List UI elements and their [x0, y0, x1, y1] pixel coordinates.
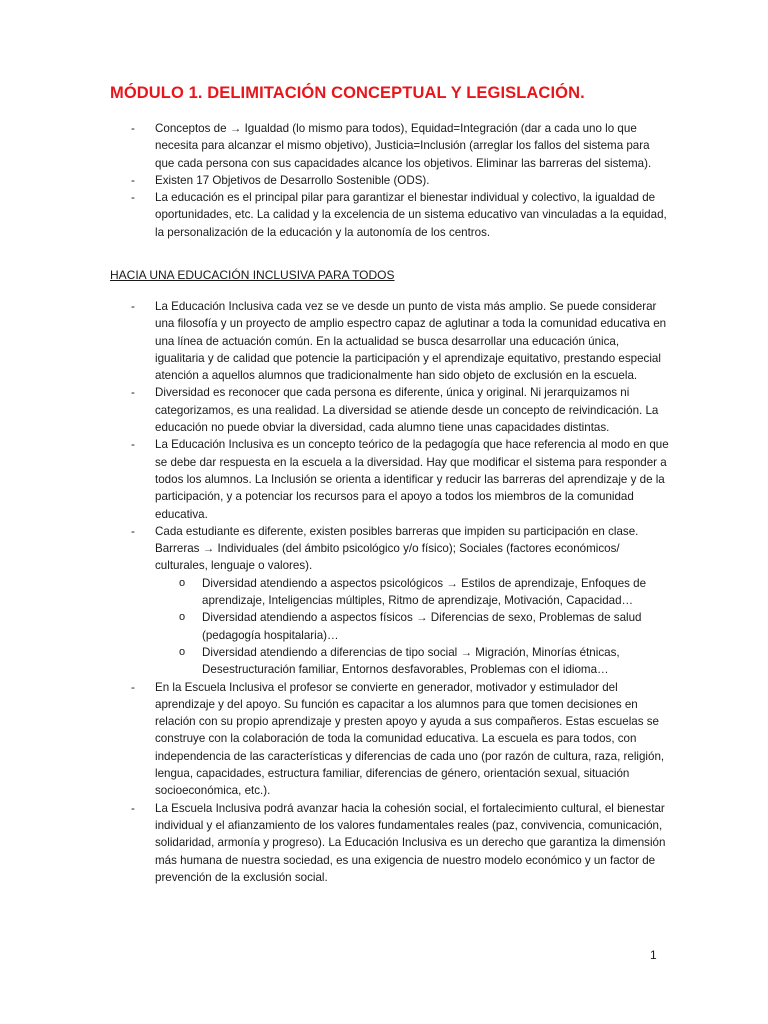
intro-list: [110, 120, 670, 241]
dash-bullet: -: [131, 386, 135, 400]
list-item: [110, 120, 670, 172]
list-item-text: Cada estudiante es diferente, existen posibles barreras que impiden su participación en clase. Barreras → Individuales (del ámbito psicológico y/o físico); Sociales (factores económicos/ culturales, lenguaje o valores).: [155, 524, 639, 573]
section-list: [110, 298, 670, 886]
list-item-text: La Educación Inclusiva cada vez se ve desde un punto de vista más amplio. Se puede considerar una filosofía y un proyecto de amplio espectro capaz de aglutinar a toda la comunidad educativa en una línea de actuación común. En la actualidad se busca desarrollar una educación única, igualitaria y de calidad que potencie la participación y el aprendizaje equitativo, prestando especial atención a aquellos alumnos que tradicionalmente han sido objeto de exclusión en la escuela.: [155, 300, 667, 383]
sub-list-item-text: Diversidad atendiendo a aspectos psicológicos → Estilos de aprendizaje, Enfoques de aprendizaje, Inteligencias múltiples, Ritmo de aprendizaje, Motivación, Capacidad…: [202, 576, 647, 608]
dash-bullet: -: [131, 173, 135, 187]
list-item: [110, 800, 670, 886]
dash-bullet: -: [131, 680, 135, 694]
dash-bullet: -: [131, 300, 135, 313]
circle-bullet: o: [179, 611, 186, 624]
circle-bullet: o: [179, 645, 186, 658]
list-item-text: En la Escuela Inclusiva el profesor se convierte en generador, motivador y estimulador del aprendizaje y del apoyo. Su función es capacitar a los alumnos para que tomen decisiones en relación con su propio aprendizaje y presten apoyo y ayuda a sus compañeros. Estas escuelas se construye con la colaboración de toda la comunidad educativa. La escuela es para todos, con independencia de las características y diferencias de cada uno (por razón de cultura, raza, religión, lengua, capacidades, estructura familiar, diferencias de género, orientación sexual, situación socioeconómica, etc.).: [155, 680, 665, 798]
circle-bullet: o: [179, 576, 186, 589]
list-item: [110, 436, 670, 522]
list-item: [110, 384, 670, 436]
list-item-text: Conceptos de → Igualdad (lo mismo para todos), Equidad=Integración (dar a cada uno lo que necesita para alcanzar el mismo objetivo), Justicia=Inclusión (arreglar los fallos del sistema para que cada persona con sus capacidades alcance los objetivos. Eliminar las barreras del sistema).: [155, 122, 652, 170]
list-item-text: La Educación Inclusiva es un concepto teórico de la pedagogía que hace referencia al modo en que se debe dar respuesta en la escuela a la diversidad. Hay que modificar el sistema para responder a todos los alumnos. La Inclusión se orienta a identificar y reducir las barreras del aprendizaje y de la participación, y a potenciar los recursos para el apoyo a todos los miembros de la comunidad educativa.: [155, 438, 669, 521]
dash-bullet: -: [131, 191, 135, 205]
list-item-text: La educación es el principal pilar para garantizar el bienestar individual y colectivo, la igualdad de oportunidades, etc. La calidad y la excelencia de un sistema educativo van vinculadas a la equidad, la personalización de la educación y la autonomía de los centros.: [155, 191, 667, 239]
dash-bullet: -: [131, 122, 135, 135]
list-item-text: Existen 17 Objetivos de Desarrollo Sostenible (ODS).: [155, 173, 430, 187]
dash-bullet: -: [131, 801, 135, 815]
sub-list-item: [110, 644, 670, 679]
dash-bullet: -: [131, 524, 135, 538]
page-number: 1: [650, 948, 657, 962]
list-item: [110, 679, 670, 800]
list-item: [110, 189, 670, 241]
list-item-text: La Escuela Inclusiva podrá avanzar hacia la cohesión social, el fortalecimiento cultural, el bienestar individual y el afianzamiento de los valores fundamentales reales (paz, convivencia, comunicación, solidaridad, armonía y progreso). La Educación Inclusiva es un derecho que garantiza la dimensión más humana de nuestra sociedad, es una exigencia de nuestro modelo económico y un factor de prevención de la exclusión social.: [155, 801, 666, 884]
diversity-sublist: [155, 575, 670, 679]
list-item: [110, 523, 670, 679]
list-item-text: Diversidad es reconocer que cada persona es diferente, única y original. Ni jerarquizamos ni categorizamos, es una realidad. La diversidad se atiende desde un concepto de reivindicación. La educación no puede obviar la diversidad, cada alumno tiene unas capacidades distintas.: [155, 386, 659, 435]
sub-list-item: [110, 609, 670, 644]
list-item: [110, 172, 670, 189]
sub-list-item: [110, 575, 670, 610]
section-heading: HACIA UNA EDUCACIÓN INCLUSIVA PARA TODOS: [110, 268, 395, 282]
sub-list-item-text: Diversidad atendiendo a aspectos físicos → Diferencias de sexo, Problemas de salud (pedagogía hospitalaria)…: [202, 611, 642, 642]
dash-bullet: -: [131, 438, 135, 452]
list-item: [110, 298, 670, 384]
sub-list-item-text: Diversidad atendiendo a diferencias de tipo social → Migración, Minorías étnicas, Desestructuración familiar, Entornos desfavorables, Problemas con el idioma…: [202, 645, 620, 677]
module-title: MÓDULO 1. DELIMITACIÓN CONCEPTUAL Y LEGISLACIÓN.: [110, 84, 585, 102]
